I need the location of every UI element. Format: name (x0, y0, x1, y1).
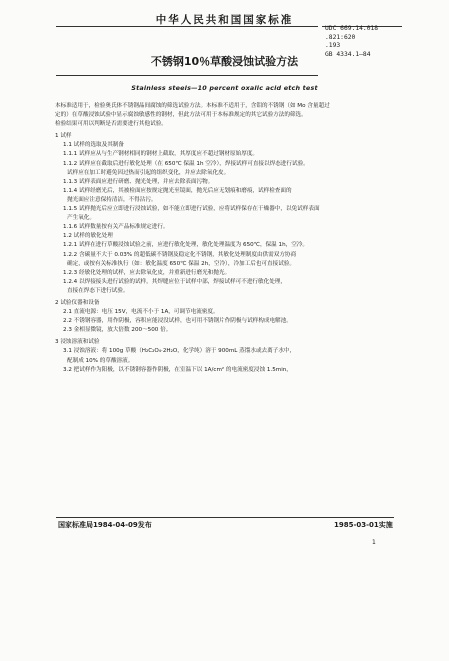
body-line: 检验结果可用以判断是否需要进行其他试验。 (55, 121, 167, 128)
body-line: 1 试样 (55, 133, 72, 140)
body-line: 本标准适用于，检验奥氏体不锈钢晶间腐蚀的筛选试验方法。本标准不适用于，含钼的不锈钢（如 Mo 含量超过 (55, 103, 330, 109)
body-line: 1.1.1 试样应从与生产钢材相同的钢材上截取，其厚度应不超过钢材原始厚度。 (63, 151, 259, 158)
gb-code-line: GB 4334.1—84 (325, 50, 371, 58)
document-body (55, 102, 412, 375)
body-line: 1.2 试样的敏化处理 (63, 233, 113, 240)
page-number: 1 (372, 539, 376, 546)
header-rule-top (56, 26, 318, 27)
document-title: 不锈钢10％草酸浸蚀试验方法 (150, 55, 299, 68)
issue-date: 国家标准局1984-04-09发布 (58, 521, 152, 529)
body-line: 1.1.4 试样经磨光后，其被检面应按规定抛光至镜面，抛光后应无划痕和磨痕，试样检查面的 (63, 187, 292, 194)
body-line: 3 浸蚀溶液和试验 (55, 339, 100, 346)
body-line: 产生氧化。 (67, 215, 95, 222)
body-line: 试样应在加工时避免因过热而引起的组织变化，并应去除氧化皮。 (67, 169, 230, 176)
body-line: 1.2.2 含碳量不大于 0.03% 的超低碳不锈钢及稳定化不锈钢，其敏化处理制度由供需双方协商 (63, 251, 297, 258)
body-line: 2 试验仪器和设备 (55, 299, 100, 306)
footer-rule (56, 517, 394, 518)
body-line: 1.1.3 试样表面应进行研磨、抛光处理，并应去除表面污物。 (63, 178, 214, 185)
body-line: 确定，或按有关标准执行（如：敏化温度 650℃ 保温 2h，空冷），冷加工后也可直接试验。 (67, 260, 295, 267)
body-line: 2.3 金相显微镜，放大倍数 200～500 倍。 (63, 327, 172, 334)
body-line: 1.1.2 试样应在截取后进行敏化处理（在 650℃ 保温 1h 空冷），焊接试样可直接以焊态进行试验。 (63, 160, 309, 167)
body-line: 1.1 试样的选取及其制备 (63, 142, 125, 149)
country-standard-title: 中华人民共和国国家标准 (155, 14, 294, 26)
body-line: 1.2.3 经敏化处理的试样，应去除氧化皮，并重新进行磨光和抛光。 (63, 269, 231, 276)
body-line: 1.2.1 试样在进行草酸浸蚀试验之前，应进行敏化处理，敏化处理温度为 650℃，保温 1h，空冷。 (63, 242, 309, 249)
header-rule-bottom (56, 75, 318, 76)
effective-date: 1985-03-01实施 (334, 521, 393, 529)
udc-code-line: .821:620 (325, 33, 356, 41)
udc-code-line: .193 (325, 42, 341, 50)
body-line: 3.2 把试样作为阳极，以不锈钢容器作阴极，在室温下以 1A/cm² 的电流密度浸蚀 1.5min， (63, 366, 292, 373)
english-title: Stainless steels—10 percent oxalic acid etch test (131, 84, 318, 92)
body-line: 1.1.6 试样数量按有关产品标准规定进行。 (63, 224, 169, 231)
body-line: 直接在焊态下进行试验。 (67, 287, 129, 294)
body-line: 3.1 浸蚀溶液：将 100g 草酸（H₂C₂O₄·2H₂O，化学纯）溶于 900mL 蒸馏水或去离子水中， (63, 348, 296, 355)
udc-code-line: UDC 669.14.018 (325, 25, 379, 32)
body-line: 2.1 直流电源：电压 15V，电流不小于 1A，可调节电流密度。 (63, 309, 219, 316)
body-line: 配制成 10% 的草酸溶液。 (67, 357, 134, 364)
body-line: 1.1.5 试样抛光后应立即进行浸蚀试验，如不能立即进行试验，应将试样保存在干燥器中，以免试样表面 (63, 206, 320, 213)
body-line: 1.2.4 以焊接接头进行试验的试样，其焊缝应位于试样中部，焊接试样可不进行敏化处理， (63, 278, 286, 285)
body-line: 定的）在草酸浸蚀试验中显示腐蚀敏感性的钢材，但此方法可用于本标准规定的其它试验方法的筛选。 (55, 112, 307, 119)
body-line: 2.2 不锈钢容器，用作阴极，容积应能浸没试样，也可用不锈钢片作阴极与试样构成电解池。 (63, 318, 292, 325)
body-line: 抛光面应注意保持清洁，不得沾污。 (67, 196, 157, 203)
